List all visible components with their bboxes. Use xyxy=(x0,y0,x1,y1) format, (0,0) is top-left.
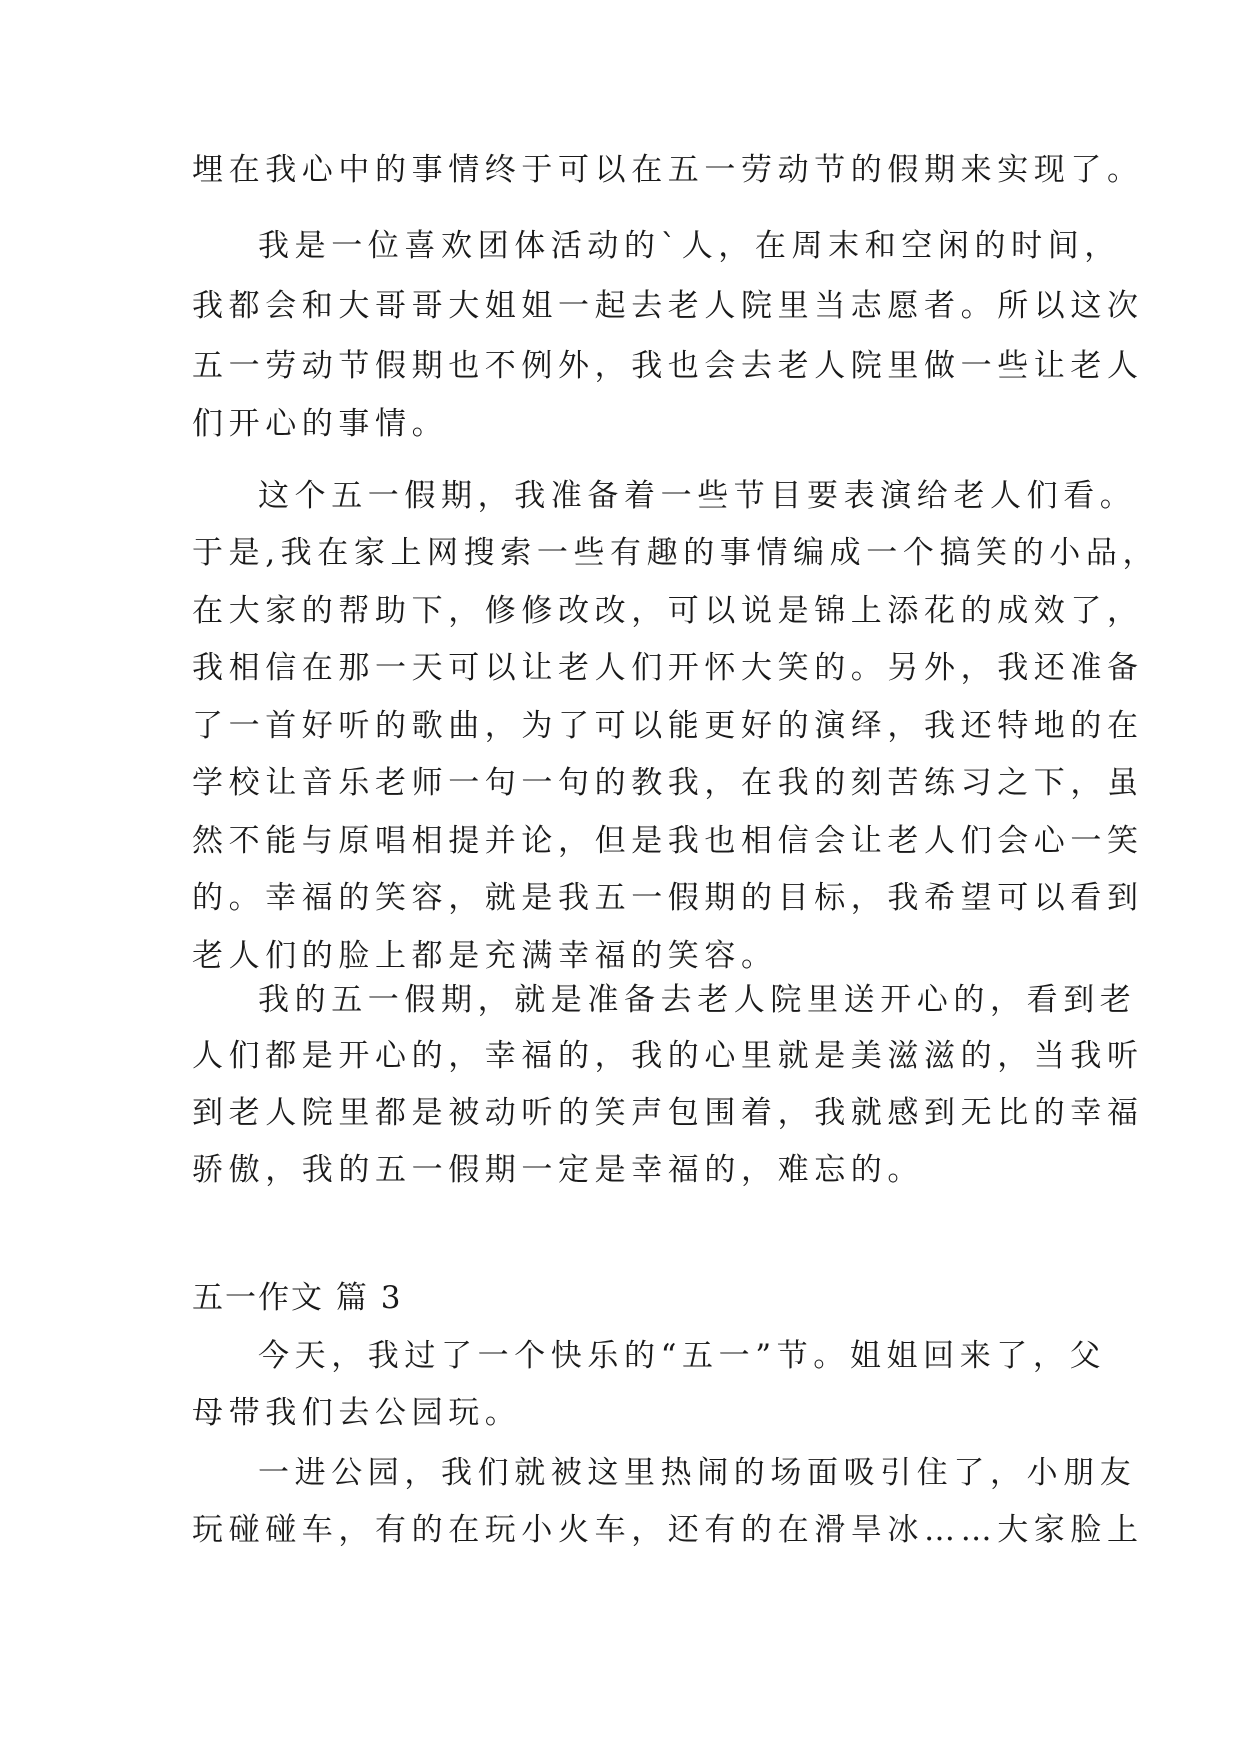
paragraph-line: 了一首好听的歌曲，为了可以能更好的演绎，我还特地的在 xyxy=(192,708,1144,744)
paragraph-line: 然不能与原唱相提并论，但是我也相信会让老人们会心一笑 xyxy=(192,823,1144,859)
paragraph-line: 的。幸福的笑容，就是我五一假期的目标，我希望可以看到 xyxy=(192,880,1144,916)
paragraph-line: 母带我们去公园玩。 xyxy=(192,1395,522,1431)
paragraph-line: 我的五一假期，就是准备去老人院里送开心的，看到老 xyxy=(258,982,1137,1018)
paragraph-line: 学校让音乐老师一句一句的教我，在我的刻苦练习之下，虽 xyxy=(192,765,1144,801)
paragraph-line: 老人们的脸上都是充满幸福的笑容。 xyxy=(192,938,778,974)
paragraph-line: 我是一位喜欢团体活动的`人，在周末和空闲的时间， xyxy=(258,228,1121,264)
paragraph-line: 于是,我在家上网搜索一些有趣的事情编成一个搞笑的小品， xyxy=(192,535,1160,571)
paragraph-line: 玩碰碰车，有的在玩小火车，还有的在滑旱冰……大家脸上 xyxy=(192,1512,1144,1548)
paragraph-line: 人们都是开心的，幸福的，我的心里就是美滋滋的，当我听 xyxy=(192,1038,1144,1074)
paragraph-line: 骄傲，我的五一假期一定是幸福的，难忘的。 xyxy=(192,1152,924,1188)
paragraph-line: 这个五一假期，我准备着一些节目要表演给老人们看。 xyxy=(258,478,1137,514)
paragraph-line: 到老人院里都是被动听的笑声包围着，我就感到无比的幸福 xyxy=(192,1095,1144,1131)
paragraph-line: 我相信在那一天可以让老人们开怀大笑的。另外，我还准备 xyxy=(192,650,1144,686)
paragraph-line: 一进公园，我们就被这里热闹的场面吸引住了，小朋友 xyxy=(258,1455,1137,1491)
paragraph-line: 五一劳动节假期也不例外，我也会去老人院里做一些让老人 xyxy=(192,348,1144,384)
paragraph-line: 今天，我过了一个快乐的“五一”节。姐姐回来了，父 xyxy=(258,1338,1107,1374)
paragraph-line: 埋在我心中的事情终于可以在五一劳动节的假期来实现了。 xyxy=(192,152,1144,188)
paragraph-line: 在大家的帮助下，修修改改，可以说是锦上添花的成效了， xyxy=(192,593,1144,629)
paragraph-line: 们开心的事情。 xyxy=(192,406,449,442)
section-heading: 五一作文 篇 3 xyxy=(192,1280,403,1316)
paragraph-line: 我都会和大哥哥大姐姐一起去老人院里当志愿者。所以这次 xyxy=(192,288,1144,324)
